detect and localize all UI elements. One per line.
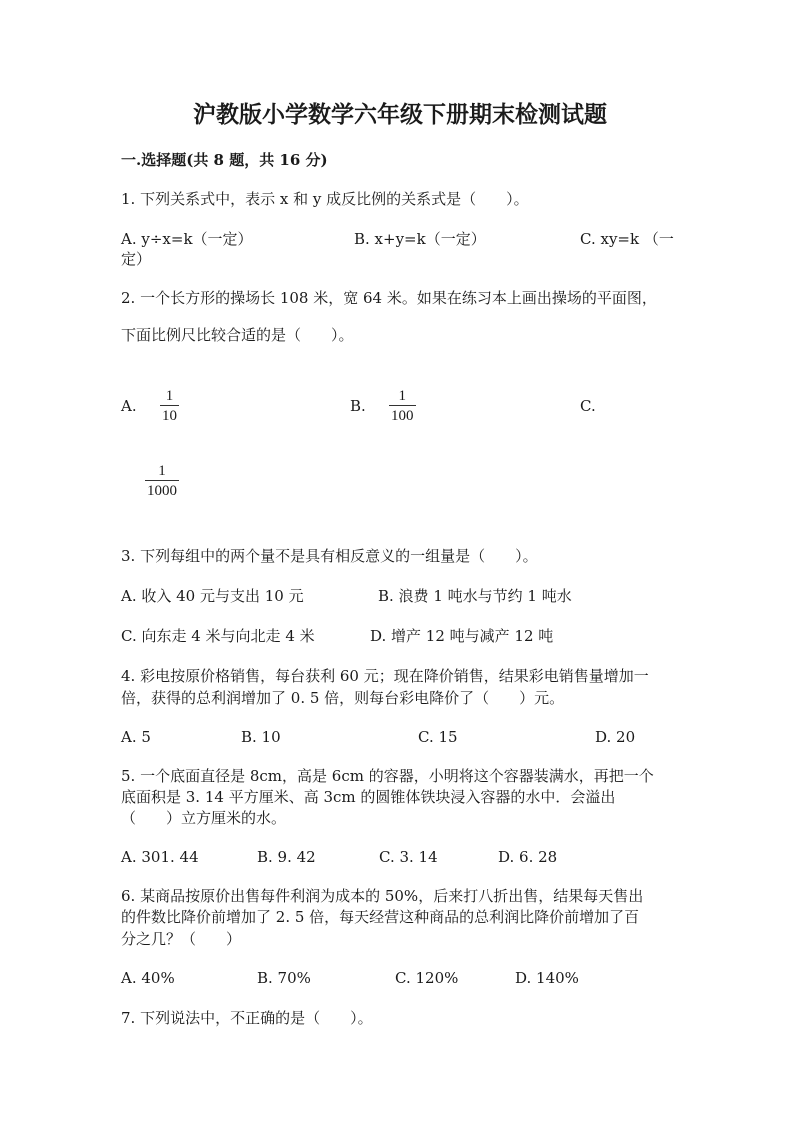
question-1-option-c: C. xy=k （一: [580, 230, 674, 248]
fraction-denominator: 100: [391, 408, 414, 424]
question-3-option-d: D. 增产 12 吨与减产 12 吨: [370, 627, 554, 645]
question-5-stem-line-1: 5. 一个底面直径是 8cm，高是 6cm 的容器，小明将这个容器装满水，再把一个: [121, 767, 654, 785]
question-6-stem-line-1: 6. 某商品按原价出售每件利润为成本的 50%，后来打八折出售，结果每天售出: [121, 887, 644, 905]
question-6-stem-line-2: 的件数比降价前增加了 2. 5 倍，每天经营这种商品的总利润比降价前增加了百: [121, 908, 640, 926]
question-6-option-c: C. 120%: [395, 969, 459, 987]
fraction-denominator: 10: [162, 408, 177, 424]
question-5-option-d: D. 6. 28: [498, 848, 558, 866]
question-2-option-c-label: C.: [580, 397, 596, 415]
fraction-bar: [389, 405, 416, 406]
fraction-bar: [145, 480, 179, 481]
question-2-option-b-label: B.: [350, 397, 366, 415]
question-5-option-b: B. 9. 42: [257, 848, 316, 866]
question-2-option-a-label: A.: [121, 397, 137, 415]
question-1-stem: 1. 下列关系式中，表示 x 和 y 成反比例的关系式是（ ）。: [121, 190, 529, 208]
question-5-option-c: C. 3. 14: [379, 848, 438, 866]
question-4-option-b: B. 10: [241, 728, 281, 746]
question-4-stem-line-2: 倍，获得的总利润增加了 0. 5 倍，则每台彩电降价了（ ）元。: [121, 689, 565, 707]
question-4-stem-line-1: 4. 彩电按原价格销售，每台获利 60 元；现在降价销售，结果彩电销售量增加一: [121, 667, 649, 685]
question-4-option-a: A. 5: [121, 728, 151, 746]
question-2-stem-line-1: 2. 一个长方形的操场长 108 米，宽 64 米。如果在练习本上画出操场的平面图，: [121, 289, 657, 307]
question-2-option-c-fraction: [145, 463, 179, 499]
fraction-numerator: 1: [398, 388, 406, 404]
question-3-option-a: A. 收入 40 元与支出 10 元: [121, 587, 304, 605]
question-1-option-b: B. x+y=k（一定）: [354, 230, 486, 248]
question-3-option-b: B. 浪费 1 吨水与节约 1 吨水: [378, 587, 572, 605]
fraction-bar: [160, 405, 179, 406]
question-2-stem-line-2: 下面比例尺比较合适的是（ ）。: [121, 326, 354, 344]
fraction-numerator: 1: [165, 388, 174, 404]
question-6-option-d: D. 140%: [515, 969, 579, 987]
question-1-option-c-continued: 定）: [121, 250, 152, 268]
page-title: 沪教版小学数学六年级下册期末检测试题: [193, 101, 607, 128]
fraction-denominator: 1000: [147, 483, 177, 499]
question-3-option-c: C. 向东走 4 米与向北走 4 米: [121, 627, 315, 645]
question-2-option-b-fraction: [389, 388, 416, 424]
question-1-option-a: A. y÷x=k（一定）: [121, 230, 253, 248]
question-4-option-d: D. 20: [595, 728, 636, 746]
question-5-option-a: A. 301. 44: [121, 848, 199, 866]
question-3-stem: 3. 下列每组中的两个量不是具有相反意义的一组量是（ ）。: [121, 547, 538, 565]
question-5-stem-line-3: （ ）立方厘米的水。: [121, 809, 287, 827]
question-7-stem: 7. 下列说法中，不正确的是（ ）。: [121, 1009, 373, 1027]
fraction-numerator: 1: [158, 463, 166, 479]
section-heading: 一.选择题(共 8 题，共 16 分): [121, 151, 328, 169]
question-4-option-c: C. 15: [418, 728, 458, 746]
question-5-stem-line-2: 底面积是 3. 14 平方厘米、高 3cm 的圆锥体铁块浸入容器的水中．会溢出: [121, 788, 616, 806]
question-6-stem-line-3: 分之几？（ ）: [121, 930, 242, 948]
question-6-option-a: A. 40%: [121, 969, 175, 987]
question-6-option-b: B. 70%: [257, 969, 311, 987]
question-2-option-a-fraction: [160, 388, 179, 424]
